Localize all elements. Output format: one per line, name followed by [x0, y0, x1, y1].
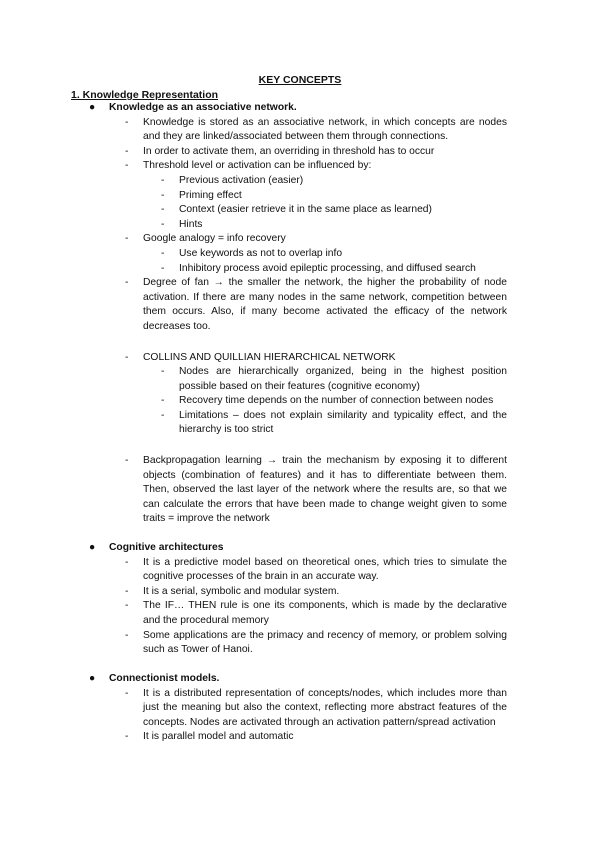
sub-list-item: - Previous activation (easier)	[161, 174, 304, 186]
topic-heading: ● Cognitive architectures	[89, 541, 526, 556]
list-item: - In order to activate them, an overriding in threshold has to occur	[125, 145, 435, 157]
list-item: - The IF… THEN rule is one its components, which is made by the declarative and the procedural memory	[125, 600, 507, 626]
topic-connectionist-models	[89, 672, 526, 745]
sub-list	[161, 247, 507, 276]
list-item: - Threshold level or activation can be influenced by: - Previous activation (easier) - Priming effect - Context (easier retrieve it in the same place as learned) - Hints	[125, 159, 507, 232]
list-item: - It is a serial, symbolic and modular system.	[125, 585, 340, 597]
bullet-icon: ●	[89, 102, 96, 113]
sub-list-item: - Limitations – does not explain similarity and typicality effect, and the hierarchy is too strict	[161, 409, 507, 436]
sub-list-item: - Context (easier retrieve it in the same place as learned)	[161, 204, 432, 216]
list-item: - It is parallel model and automatic	[125, 731, 294, 743]
sub-list-item: - Priming effect	[161, 189, 242, 201]
sub-list-item: - Nodes are hierarchically organized, being in the highest position possible based on their features (cognitive economy)	[161, 366, 507, 392]
topic-cognitive-architectures	[89, 541, 526, 658]
list-item: - COLLINS AND QUILLIAN HIERARCHICAL NETWORK - Nodes are hierarchically organized, being in the highest position possible based on their features (cognitive economy) - Recovery time depends on the number of connection between nodes - Limitations – does not explain similarity and typicality effect, and the hierarchy is too strict	[125, 351, 507, 439]
sub-list	[161, 174, 507, 232]
bullet-icon: ●	[89, 673, 96, 684]
topic-heading: ● Connectionist models.	[89, 672, 526, 687]
topic-heading: ● Knowledge as an associative network.	[89, 101, 526, 116]
sub-list	[161, 365, 507, 438]
list	[125, 556, 507, 658]
sub-list-item: - Recovery time depends on the number of connection between nodes	[161, 395, 494, 407]
page-title: KEY CONCEPTS	[258, 74, 342, 86]
list-item: - Google analogy = info recovery - Use keywords as not to overlap info - Inhibitory process avoid epileptic processing, and diffused search	[125, 232, 507, 276]
sub-list-item: - Use keywords as not to overlap info	[161, 247, 343, 259]
topic-associative-network	[89, 101, 526, 527]
list-item: - It is a predictive model based on theoretical ones, which tries to simulate the cognitive processes of the brain in an accurate way.	[125, 556, 507, 583]
list-item: - Some applications are the primacy and recency of memory, or problem solving such as Tower of Hanoi.	[125, 629, 507, 656]
list-item: - Backpropagation learning → train the mechanism by exposing it to different objects (combination of features) and it has to differentiate between them. Then, observed the last layer of the network where the results are, so that we can calculate the errors that have been made to change weight given to some traits = improve the network	[125, 455, 507, 525]
list-item: - It is a distributed representation of concepts/nodes, which includes more than just the meaning but also the context, reflecting more abstract features of the concepts. Nodes are activated through an activation pattern/spread activation	[125, 687, 507, 728]
sub-list-item: - Hints	[161, 218, 203, 230]
section-heading: 1. Knowledge Representation	[71, 89, 219, 101]
list	[125, 116, 507, 527]
list-item: - Knowledge is stored as an associative network, in which concepts are nodes and they are linked/associated between them through connections.	[125, 116, 507, 143]
sub-list-item: - Inhibitory process avoid epileptic processing, and diffused search	[161, 262, 476, 274]
list	[125, 687, 507, 745]
bullet-icon: ●	[89, 542, 96, 553]
list-item: - Degree of fan → the smaller the network, the higher the probability of node activation. If there are many nodes in the same network, competition between them occurs. Also, if many become activated the efficacy of the network decreases too.	[125, 277, 507, 332]
